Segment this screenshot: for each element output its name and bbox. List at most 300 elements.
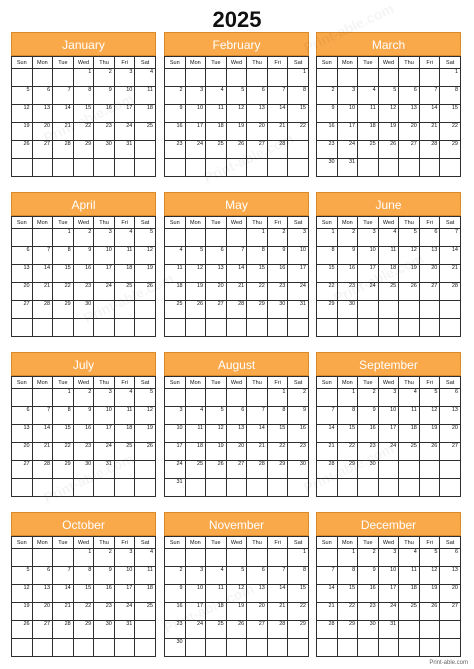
day-cell: 10 bbox=[114, 87, 135, 105]
week-row bbox=[12, 425, 156, 443]
weekday-label: Sun bbox=[317, 217, 338, 229]
day-cell: 7 bbox=[53, 87, 74, 105]
day-cell: 23 bbox=[165, 621, 186, 639]
week-row bbox=[317, 319, 461, 337]
week-row bbox=[317, 389, 461, 407]
empty-cell bbox=[440, 301, 461, 319]
weekday-label: Fri bbox=[267, 217, 288, 229]
day-cell: 21 bbox=[440, 265, 461, 283]
week-row bbox=[317, 229, 461, 247]
day-cell: 6 bbox=[440, 389, 461, 407]
week-row bbox=[12, 567, 156, 585]
day-cell: 22 bbox=[267, 443, 288, 461]
day-cell: 14 bbox=[32, 425, 53, 443]
day-cell: 2 bbox=[165, 567, 186, 585]
day-cell: 12 bbox=[378, 105, 399, 123]
weekday-header-row bbox=[317, 377, 461, 389]
day-cell: 13 bbox=[440, 407, 461, 425]
weekday-label: Wed bbox=[378, 377, 399, 389]
day-cell: 23 bbox=[73, 443, 94, 461]
month-table bbox=[11, 56, 156, 177]
empty-cell bbox=[135, 159, 156, 177]
day-cell: 27 bbox=[247, 621, 268, 639]
month-october bbox=[11, 512, 156, 657]
month-july bbox=[11, 352, 156, 497]
day-cell: 15 bbox=[288, 105, 309, 123]
day-cell: 27 bbox=[32, 141, 53, 159]
day-cell: 5 bbox=[185, 247, 206, 265]
week-row bbox=[317, 621, 461, 639]
empty-cell bbox=[358, 479, 379, 497]
day-cell: 30 bbox=[94, 621, 115, 639]
day-cell: 23 bbox=[358, 603, 379, 621]
day-cell: 24 bbox=[94, 443, 115, 461]
day-cell: 26 bbox=[135, 443, 156, 461]
empty-cell bbox=[337, 639, 358, 657]
day-cell: 20 bbox=[32, 603, 53, 621]
month-june bbox=[316, 192, 461, 337]
weekday-label: Sun bbox=[165, 537, 186, 549]
day-cell: 27 bbox=[419, 283, 440, 301]
day-cell: 23 bbox=[267, 283, 288, 301]
day-cell: 19 bbox=[226, 123, 247, 141]
empty-cell bbox=[267, 479, 288, 497]
week-row bbox=[317, 425, 461, 443]
month-february bbox=[164, 32, 309, 177]
day-cell: 22 bbox=[73, 603, 94, 621]
day-cell: 4 bbox=[399, 389, 420, 407]
empty-cell bbox=[378, 159, 399, 177]
day-cell: 21 bbox=[247, 443, 268, 461]
day-cell: 16 bbox=[94, 585, 115, 603]
empty-cell bbox=[358, 69, 379, 87]
day-cell: 11 bbox=[358, 105, 379, 123]
weekday-label: Fri bbox=[114, 57, 135, 69]
day-cell: 4 bbox=[135, 549, 156, 567]
day-cell: 7 bbox=[317, 407, 338, 425]
month-table bbox=[164, 216, 309, 337]
day-cell: 7 bbox=[267, 87, 288, 105]
weekday-label: Sat bbox=[288, 57, 309, 69]
weekday-label: Wed bbox=[226, 57, 247, 69]
empty-cell bbox=[206, 639, 227, 657]
empty-cell bbox=[32, 319, 53, 337]
day-cell: 16 bbox=[317, 123, 338, 141]
day-cell: 7 bbox=[267, 567, 288, 585]
day-cell: 15 bbox=[317, 265, 338, 283]
day-cell: 17 bbox=[358, 265, 379, 283]
empty-cell bbox=[226, 389, 247, 407]
day-cell: 9 bbox=[317, 105, 338, 123]
day-cell: 8 bbox=[337, 567, 358, 585]
empty-cell bbox=[247, 389, 268, 407]
day-cell: 23 bbox=[73, 283, 94, 301]
empty-cell bbox=[288, 319, 309, 337]
credit-text: Print-able.com bbox=[429, 660, 468, 666]
day-cell: 23 bbox=[165, 141, 186, 159]
weekday-label: Thu bbox=[399, 377, 420, 389]
day-cell: 7 bbox=[440, 229, 461, 247]
day-cell: 15 bbox=[73, 105, 94, 123]
day-cell: 24 bbox=[337, 141, 358, 159]
weekday-header-row bbox=[12, 377, 156, 389]
empty-cell bbox=[399, 621, 420, 639]
day-cell: 14 bbox=[32, 265, 53, 283]
day-cell: 15 bbox=[53, 425, 74, 443]
day-cell: 21 bbox=[317, 443, 338, 461]
weekday-label: Sat bbox=[135, 217, 156, 229]
day-cell: 21 bbox=[226, 283, 247, 301]
week-row bbox=[165, 443, 309, 461]
day-cell: 24 bbox=[94, 283, 115, 301]
month-table bbox=[164, 536, 309, 657]
empty-cell bbox=[317, 479, 338, 497]
day-cell: 31 bbox=[114, 141, 135, 159]
day-cell: 12 bbox=[226, 105, 247, 123]
day-cell: 11 bbox=[206, 585, 227, 603]
day-cell: 13 bbox=[12, 265, 33, 283]
week-row bbox=[12, 479, 156, 497]
week-row bbox=[317, 443, 461, 461]
day-cell: 19 bbox=[419, 425, 440, 443]
weekday-label: Wed bbox=[73, 537, 94, 549]
day-cell: 30 bbox=[94, 141, 115, 159]
day-cell: 10 bbox=[94, 247, 115, 265]
day-cell: 30 bbox=[317, 159, 338, 177]
day-cell: 23 bbox=[288, 443, 309, 461]
day-cell: 5 bbox=[135, 389, 156, 407]
day-cell: 15 bbox=[267, 425, 288, 443]
year-title: 2025 bbox=[212, 7, 262, 32]
day-cell: 30 bbox=[73, 301, 94, 319]
week-row bbox=[12, 407, 156, 425]
month-table bbox=[11, 536, 156, 657]
weekday-label: Fri bbox=[114, 377, 135, 389]
day-cell: 12 bbox=[399, 247, 420, 265]
week-row bbox=[165, 229, 309, 247]
empty-cell bbox=[135, 461, 156, 479]
weekday-label: Mon bbox=[32, 537, 53, 549]
day-cell: 8 bbox=[73, 87, 94, 105]
week-row bbox=[12, 265, 156, 283]
day-cell: 16 bbox=[94, 105, 115, 123]
month-table bbox=[316, 536, 461, 657]
weekday-header-row bbox=[165, 377, 309, 389]
week-row bbox=[317, 283, 461, 301]
day-cell: 12 bbox=[419, 407, 440, 425]
day-cell: 1 bbox=[53, 229, 74, 247]
empty-cell bbox=[440, 479, 461, 497]
empty-cell bbox=[226, 229, 247, 247]
day-cell: 4 bbox=[358, 87, 379, 105]
empty-cell bbox=[94, 301, 115, 319]
week-row bbox=[12, 105, 156, 123]
empty-cell bbox=[94, 319, 115, 337]
empty-cell bbox=[247, 549, 268, 567]
weekday-label: Sun bbox=[12, 377, 33, 389]
week-row bbox=[165, 479, 309, 497]
day-cell: 2 bbox=[94, 549, 115, 567]
week-row bbox=[317, 549, 461, 567]
month-november bbox=[164, 512, 309, 657]
weekday-label: Sat bbox=[288, 217, 309, 229]
empty-cell bbox=[317, 389, 338, 407]
day-cell: 1 bbox=[317, 229, 338, 247]
week-row bbox=[165, 461, 309, 479]
empty-cell bbox=[32, 389, 53, 407]
empty-cell bbox=[419, 69, 440, 87]
weekday-label: Fri bbox=[267, 57, 288, 69]
day-cell: 28 bbox=[317, 621, 338, 639]
day-cell: 24 bbox=[114, 603, 135, 621]
week-row bbox=[317, 603, 461, 621]
day-cell: 12 bbox=[419, 567, 440, 585]
day-cell: 9 bbox=[288, 407, 309, 425]
month-april bbox=[11, 192, 156, 337]
day-cell: 10 bbox=[114, 567, 135, 585]
weekday-label: Mon bbox=[32, 57, 53, 69]
day-cell: 20 bbox=[206, 283, 227, 301]
week-row bbox=[12, 229, 156, 247]
empty-cell bbox=[206, 69, 227, 87]
weekday-label: Wed bbox=[378, 57, 399, 69]
day-cell: 26 bbox=[419, 443, 440, 461]
weekday-label: Fri bbox=[267, 537, 288, 549]
day-cell: 25 bbox=[165, 301, 186, 319]
month-title: March bbox=[316, 32, 461, 56]
empty-cell bbox=[317, 639, 338, 657]
day-cell: 30 bbox=[358, 461, 379, 479]
day-cell: 6 bbox=[226, 407, 247, 425]
day-cell: 3 bbox=[378, 549, 399, 567]
weekday-label: Wed bbox=[73, 377, 94, 389]
week-row bbox=[165, 603, 309, 621]
day-cell: 20 bbox=[440, 585, 461, 603]
day-cell: 10 bbox=[288, 247, 309, 265]
empty-cell bbox=[12, 549, 33, 567]
week-row bbox=[12, 443, 156, 461]
week-row bbox=[12, 585, 156, 603]
weekday-label: Mon bbox=[337, 377, 358, 389]
week-row bbox=[317, 407, 461, 425]
weekday-label: Tue bbox=[206, 537, 227, 549]
weekday-label: Sat bbox=[440, 537, 461, 549]
day-cell: 24 bbox=[358, 283, 379, 301]
day-cell: 8 bbox=[288, 567, 309, 585]
weekday-label: Thu bbox=[247, 377, 268, 389]
empty-cell bbox=[378, 69, 399, 87]
weekday-label: Sat bbox=[440, 217, 461, 229]
empty-cell bbox=[399, 159, 420, 177]
day-cell: 31 bbox=[378, 621, 399, 639]
day-cell: 17 bbox=[337, 123, 358, 141]
weekday-label: Sat bbox=[288, 377, 309, 389]
day-cell: 29 bbox=[73, 141, 94, 159]
weekday-header-row bbox=[12, 537, 156, 549]
day-cell: 9 bbox=[165, 585, 186, 603]
day-cell: 17 bbox=[378, 425, 399, 443]
empty-cell bbox=[185, 639, 206, 657]
empty-cell bbox=[32, 69, 53, 87]
day-cell: 4 bbox=[399, 549, 420, 567]
empty-cell bbox=[247, 639, 268, 657]
day-cell: 26 bbox=[206, 461, 227, 479]
day-cell: 13 bbox=[440, 567, 461, 585]
month-title: December bbox=[316, 512, 461, 536]
day-cell: 1 bbox=[288, 549, 309, 567]
day-cell: 16 bbox=[165, 603, 186, 621]
weekday-label: Sun bbox=[12, 57, 33, 69]
day-cell: 3 bbox=[114, 69, 135, 87]
empty-cell bbox=[73, 639, 94, 657]
day-cell: 7 bbox=[32, 407, 53, 425]
empty-cell bbox=[12, 159, 33, 177]
day-cell: 7 bbox=[247, 407, 268, 425]
day-cell: 18 bbox=[114, 425, 135, 443]
empty-cell bbox=[399, 69, 420, 87]
week-row bbox=[317, 87, 461, 105]
week-row bbox=[12, 603, 156, 621]
week-row bbox=[317, 247, 461, 265]
week-row bbox=[317, 567, 461, 585]
month-title: May bbox=[164, 192, 309, 216]
weekday-label: Mon bbox=[185, 57, 206, 69]
day-cell: 6 bbox=[206, 247, 227, 265]
empty-cell bbox=[419, 301, 440, 319]
day-cell: 5 bbox=[399, 229, 420, 247]
day-cell: 6 bbox=[419, 229, 440, 247]
empty-cell bbox=[32, 229, 53, 247]
empty-cell bbox=[32, 479, 53, 497]
empty-cell bbox=[32, 159, 53, 177]
weekday-label: Tue bbox=[206, 217, 227, 229]
weekday-label: Tue bbox=[358, 217, 379, 229]
weekday-label: Fri bbox=[114, 217, 135, 229]
day-cell: 25 bbox=[135, 603, 156, 621]
weekday-header-row bbox=[12, 217, 156, 229]
day-cell: 28 bbox=[53, 621, 74, 639]
day-cell: 11 bbox=[165, 265, 186, 283]
day-cell: 20 bbox=[247, 603, 268, 621]
day-cell: 12 bbox=[206, 425, 227, 443]
day-cell: 26 bbox=[378, 141, 399, 159]
month-may bbox=[164, 192, 309, 337]
weekday-label: Fri bbox=[419, 217, 440, 229]
day-cell: 16 bbox=[165, 123, 186, 141]
day-cell: 6 bbox=[440, 549, 461, 567]
day-cell: 25 bbox=[378, 283, 399, 301]
empty-cell bbox=[114, 479, 135, 497]
day-cell: 4 bbox=[185, 407, 206, 425]
day-cell: 26 bbox=[226, 621, 247, 639]
week-row bbox=[317, 461, 461, 479]
month-title: January bbox=[11, 32, 156, 56]
day-cell: 7 bbox=[317, 567, 338, 585]
empty-cell bbox=[440, 639, 461, 657]
week-row bbox=[165, 407, 309, 425]
empty-cell bbox=[53, 479, 74, 497]
weekday-label: Thu bbox=[94, 377, 115, 389]
empty-cell bbox=[135, 319, 156, 337]
day-cell: 19 bbox=[12, 603, 33, 621]
day-cell: 22 bbox=[73, 123, 94, 141]
day-cell: 4 bbox=[378, 229, 399, 247]
day-cell: 8 bbox=[267, 407, 288, 425]
empty-cell bbox=[358, 639, 379, 657]
day-cell: 3 bbox=[288, 229, 309, 247]
month-table bbox=[164, 56, 309, 177]
day-cell: 17 bbox=[288, 265, 309, 283]
empty-cell bbox=[114, 319, 135, 337]
empty-cell bbox=[337, 319, 358, 337]
weekday-label: Tue bbox=[358, 57, 379, 69]
day-cell: 7 bbox=[419, 87, 440, 105]
day-cell: 14 bbox=[317, 585, 338, 603]
week-row bbox=[12, 301, 156, 319]
month-table bbox=[316, 56, 461, 177]
day-cell: 5 bbox=[12, 87, 33, 105]
day-cell: 6 bbox=[12, 407, 33, 425]
day-cell: 27 bbox=[247, 141, 268, 159]
day-cell: 23 bbox=[337, 283, 358, 301]
day-cell: 19 bbox=[135, 265, 156, 283]
week-row bbox=[12, 319, 156, 337]
week-row bbox=[165, 567, 309, 585]
day-cell: 22 bbox=[337, 443, 358, 461]
day-cell: 27 bbox=[440, 603, 461, 621]
weekday-label: Sun bbox=[165, 57, 186, 69]
week-row bbox=[317, 301, 461, 319]
weekday-label: Sun bbox=[317, 537, 338, 549]
day-cell: 10 bbox=[337, 105, 358, 123]
weekday-label: Tue bbox=[358, 537, 379, 549]
weekday-label: Thu bbox=[399, 217, 420, 229]
day-cell: 6 bbox=[12, 247, 33, 265]
empty-cell bbox=[185, 159, 206, 177]
empty-cell bbox=[399, 639, 420, 657]
day-cell: 8 bbox=[53, 247, 74, 265]
weekday-label: Sat bbox=[135, 377, 156, 389]
weekday-label: Mon bbox=[185, 217, 206, 229]
empty-cell bbox=[165, 319, 186, 337]
day-cell: 2 bbox=[267, 229, 288, 247]
day-cell: 8 bbox=[440, 87, 461, 105]
weekday-label: Sat bbox=[440, 57, 461, 69]
day-cell: 27 bbox=[440, 443, 461, 461]
day-cell: 2 bbox=[73, 389, 94, 407]
month-title: April bbox=[11, 192, 156, 216]
day-cell: 13 bbox=[399, 105, 420, 123]
empty-cell bbox=[53, 549, 74, 567]
day-cell: 19 bbox=[419, 585, 440, 603]
day-cell: 3 bbox=[358, 229, 379, 247]
empty-cell bbox=[440, 319, 461, 337]
weekday-label: Sun bbox=[317, 57, 338, 69]
weekday-label: Sat bbox=[440, 377, 461, 389]
empty-cell bbox=[399, 319, 420, 337]
weekday-label: Wed bbox=[226, 537, 247, 549]
day-cell: 28 bbox=[317, 461, 338, 479]
day-cell: 11 bbox=[399, 567, 420, 585]
day-cell: 28 bbox=[267, 621, 288, 639]
day-cell: 17 bbox=[165, 443, 186, 461]
day-cell: 8 bbox=[247, 247, 268, 265]
day-cell: 24 bbox=[185, 141, 206, 159]
weekday-label: Thu bbox=[94, 217, 115, 229]
empty-cell bbox=[135, 639, 156, 657]
weekday-label: Tue bbox=[53, 377, 74, 389]
empty-cell bbox=[32, 639, 53, 657]
